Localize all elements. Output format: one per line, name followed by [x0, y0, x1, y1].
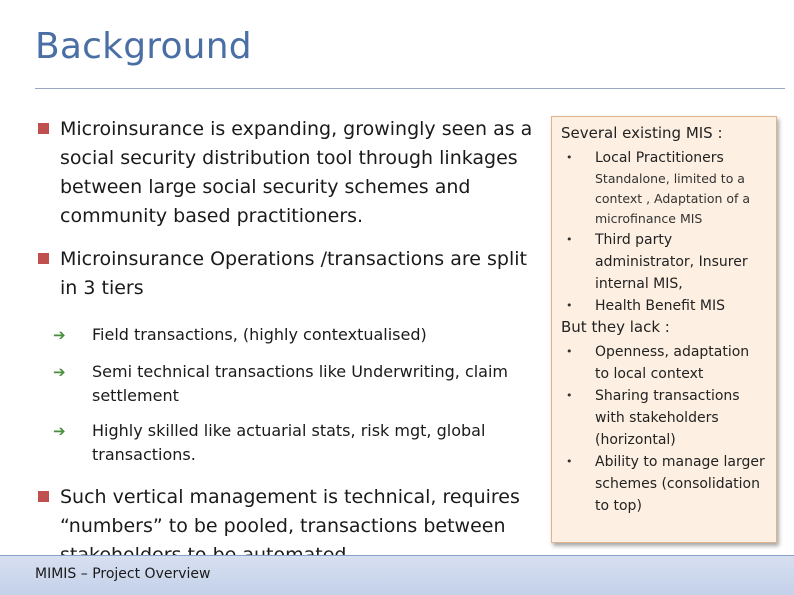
callout-heading: Several existing MIS :: [561, 124, 723, 142]
tier-text: Highly skilled like actuarial stats, risk mgt, global transactions.: [92, 421, 486, 464]
list-item: [566, 229, 766, 295]
arrow-right-icon: ➔: [53, 363, 66, 381]
arrow-right-icon: ➔: [53, 422, 66, 440]
square-bullet-icon: [38, 253, 49, 264]
existing-mis-callout: [551, 116, 777, 543]
dot-bullet-icon: •: [566, 389, 573, 402]
footer-divider: [0, 555, 794, 556]
tier-item: [38, 323, 538, 347]
arrow-right-icon: ➔: [53, 326, 66, 344]
list-item-label: Health Benefit MIS: [595, 298, 725, 314]
bullet-item: [38, 245, 538, 303]
list-item-label: Local Practitioners: [595, 150, 724, 166]
square-bullet-icon: [38, 491, 49, 502]
list-item-label: Sharing transactions with stakeholders (horizontal): [595, 388, 740, 448]
square-bullet-icon: [38, 123, 49, 134]
callout-subheading: But they lack :: [561, 318, 670, 336]
tier-text: Field transactions, (highly contextualised): [92, 325, 427, 344]
tier-item: [38, 419, 538, 467]
list-item: [566, 147, 766, 169]
tier-text: Semi technical transactions like Underwriting, claim settlement: [92, 362, 509, 405]
lacks-list: [566, 341, 766, 517]
title-divider: [35, 88, 785, 89]
dot-bullet-icon: •: [566, 299, 573, 312]
footer-text: MIMIS – Project Overview: [35, 566, 211, 582]
list-item-label: Ability to manage larger schemes (consolidation to top): [595, 454, 765, 514]
bullet-text: Such vertical management is technical, requires “numbers” to be pooled, transactions between: [60, 486, 520, 537]
bullet-text: Microinsurance is expanding, growingly seen as a social security distribution tool through linkages between large social security schemes and community based practitioners.: [60, 118, 533, 227]
bullet-text: Microinsurance Operations /transactions are split in 3 tiers: [60, 248, 527, 299]
dot-bullet-icon: •: [566, 345, 573, 358]
dot-bullet-icon: •: [566, 151, 573, 164]
left-content: [38, 115, 538, 570]
list-item-label: Openness, adaptation to local context: [595, 344, 750, 382]
dot-bullet-icon: •: [566, 455, 573, 468]
list-item-note: Standalone, limited to a context , Adaptation of a microfinance MIS: [595, 171, 751, 226]
list-item: [566, 451, 766, 517]
bullet-item: [38, 115, 538, 231]
list-item: [566, 385, 766, 451]
dot-bullet-icon: •: [566, 233, 573, 246]
slide-title: Background: [35, 26, 252, 67]
list-item: [566, 295, 766, 317]
list-item: [566, 341, 766, 385]
existing-mis-list: [566, 147, 766, 317]
list-item-label: Third party administrator, Insurer internal MIS,: [595, 232, 748, 292]
tier-item: [38, 360, 538, 408]
